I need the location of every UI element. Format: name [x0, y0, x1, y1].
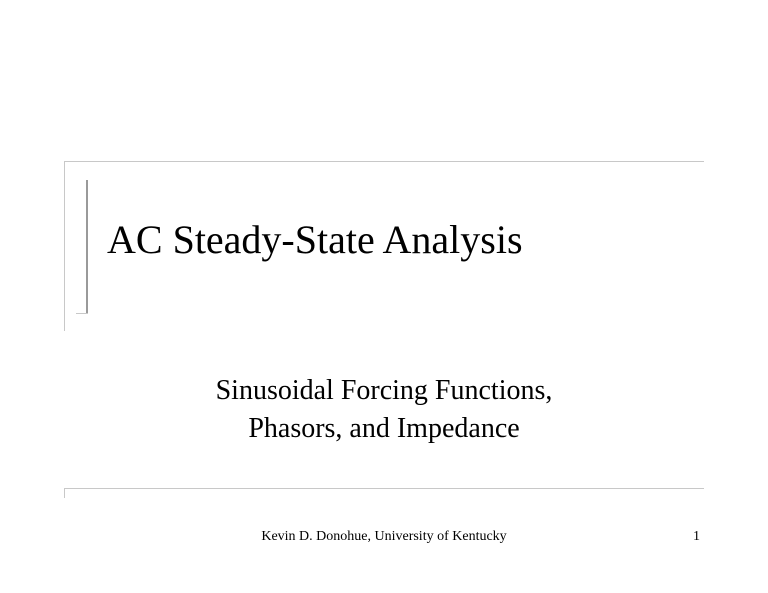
bottom-tick-rule: [64, 488, 65, 498]
subtitle-line: Phasors, and Impedance: [248, 413, 520, 444]
left-inner-rule: [86, 180, 88, 314]
slide-title: AC Steady-State Analysis: [107, 217, 523, 262]
inner-corner-rule: [76, 313, 88, 314]
slide-subtitle: [0, 372, 768, 448]
left-outer-rule: [64, 161, 65, 331]
subtitle-line: Sinusoidal Forcing Functions,: [215, 375, 553, 406]
page-number: 1: [693, 529, 700, 544]
footer-author: Kevin D. Donohue, University of Kentucky: [261, 529, 507, 544]
top-rule: [64, 161, 704, 162]
bottom-rule: [64, 488, 704, 489]
